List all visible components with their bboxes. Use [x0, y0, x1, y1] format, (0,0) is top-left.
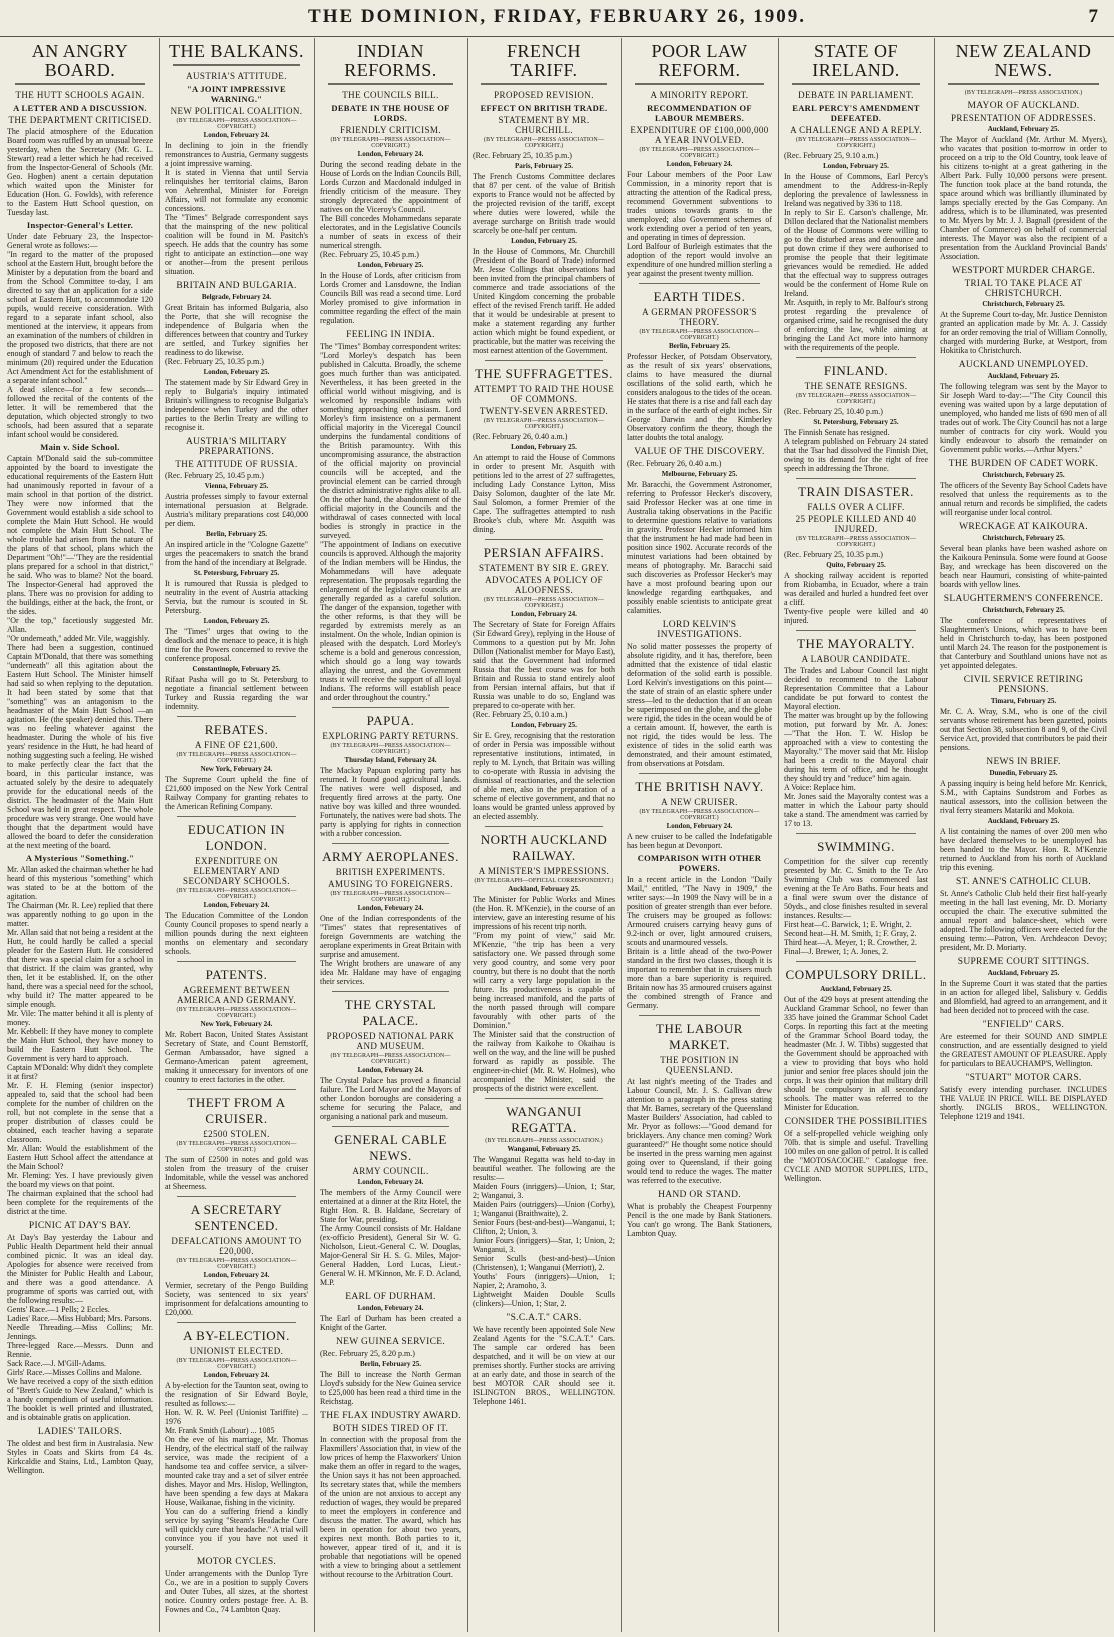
sub-heading: STATEMENT BY MR. CHURCHILL.	[498, 114, 590, 135]
sub-heading: A GERMAN PROFESSOR'S THEORY.	[642, 306, 757, 327]
section-heading: "S.C.A.T." CARS.	[506, 1312, 582, 1323]
wire-credit: (BY TELEGRAPH—PRESS ASSOCIATION—COPYRIGHT.)	[484, 136, 604, 149]
dateline: Dunedin, February 25.	[989, 768, 1058, 777]
sub-heading: BRITISH EXPERIMENTS.	[335, 866, 446, 877]
article-text: Mr. C. A. Wray, S.M., who is one of the civil servants whose retirement has been gazetted, points out that Section 38, subsection 8 and 9, of the Civil Service Act, provided that contributors be paid their pensions.	[940, 706, 1107, 752]
article-text: A by-election for the Taunton seat, owing to the resignation of Sir Edward Boyle, resulted as follows:— Hon. W. R. W. Peel (Unionist Tariffite) ... 1976 Mr. Frank Smith (Labour) ... 1085 On the eve of his marriage, Mr. Thomas Hendry, of the electrical staff of the railway service, was made the recipient of a handsome tea and coffee service, a silver-mounted cake tray and a set of silver entrée dishes. Mayor and Mrs. Hislop, Wellington, have been spending a few days at Makara House, Waikanae, fishing in the vicinity. You can do a suffering friend a kindly service by saying "Stearn's Headache Cure will quickly cure that headache." A trial will convince you if you have not used it yourself.	[165, 1380, 308, 1552]
dateline: London, February 25.	[203, 367, 270, 376]
wire-credit: (BY TELEGRAPH—PRESS ASSOCIATION.)	[485, 1137, 603, 1144]
article-text: Mr. Robert Bacon, United States Assistant Secretary of State, and Count Bernstorff, German Ambassador, have signed a Germano-American patent agreement, making it unnecessary for inventors of one country to erect factories in the other.	[165, 1029, 308, 1084]
article-text: (Rec. February 25, 10.40 p.m.)	[784, 406, 883, 416]
article-text: A shocking railway accident is reported from Riobamba, in Ecuador, where a train was derailed and hurled a hundred feet over a cliff. Twenty-five people were killed and 40 injured.	[784, 570, 928, 625]
column-headline: INDIAN REFORMS.	[344, 41, 437, 80]
section-heading: SUPREME COURT SITTINGS.	[957, 956, 1090, 967]
article-text: The oldest and best firm in Australasia. New Styles in Coats and Skirts from £4 4s. Kirkcaldie and Stains, Ltd., Lambton Quay, Wellington.	[7, 1438, 153, 1475]
section-heading: CONSIDER THE POSSIBILITIES	[784, 1116, 928, 1127]
dateline: London, February 24.	[357, 149, 424, 158]
section-heading: THE BURDEN OF CADET WORK.	[948, 458, 1099, 469]
dateline: Auckland, February 25.	[987, 816, 1060, 825]
section-heading: "STUART" MOTOR CARS.	[965, 1072, 1082, 1083]
masthead	[0, 0, 1114, 37]
section-heading: EARL OF DURHAM.	[345, 1291, 436, 1302]
wire-credit: (BY TELEGRAPH—PRESS ASSOCIATION—COPYRIGHT.)	[330, 742, 451, 755]
article-text: At the Supreme Court to-day, Mr. Justice Denniston granted an application made by Mr. A. J. Cassidy for an order removing the trial of William Connolly, charged with murdering Burke, at Westport, from Hokitika to Christchurch.	[940, 309, 1107, 355]
dateline: Christchurch, February 25.	[982, 470, 1065, 479]
article-text: The conference of representatives of Slaughtermen's Unions, which was to have been held in Christchurch to-day, has been postponed until March 24. The reason for the postponement is that Canterbury and Southland unions have not as yet appointed delegates.	[940, 615, 1107, 670]
dateline: Constantinople, February 25.	[192, 664, 281, 673]
sub-heading: THE COUNCILS BILL.	[342, 89, 439, 100]
article-text: (Rec. February 26, 0.40 a.m.)	[473, 431, 568, 441]
wire-credit: (BY TELEGRAPH—PRESS ASSOCIATION—COPYRIGHT.)	[176, 1140, 297, 1153]
divider-rule	[485, 539, 603, 540]
deck-heading: Main v. Side School.	[40, 441, 120, 452]
dateline: London, February 24.	[666, 821, 733, 830]
story-headline: PERSIAN AFFAIRS.	[483, 544, 605, 560]
story-headline: PATENTS.	[205, 966, 268, 982]
section-heading: "ENFIELD" CARS.	[982, 1019, 1065, 1030]
dateline: London, February 24.	[357, 1303, 424, 1312]
wire-credit: (BY TELEGRAPH—PRESS ASSOCIATION—COPYRIGHT.)	[176, 887, 297, 900]
sub-heading: ADVOCATES A POLICY OF ALOOFNESS.	[485, 574, 603, 595]
section-heading: WESTPORT MURDER CHARGE.	[951, 265, 1096, 276]
sub-heading: ARMY COUNCIL.	[352, 1165, 429, 1176]
article-text: An attempt to raid the House of Commons in order to present Mr. Asquith with petitions led to the arrest of 27 suffragettes, including Lady Constance Lytton, Miss Daisy Solomon, daughter of the late Mr. Saul Solomon, a former Premier of the Cape. The suffragettes attempted to rush Brooke's club, where Mr. Asquith was dining.	[473, 452, 615, 534]
article-text: The Wanganui Regatta was held to-day in beautiful weather. The following are the results:— Maiden Fours (inriggers)—Union, 1; Star, 2; Wanganui, 3. Maiden Pairs (outriggers)—Union (Corby), 1; Wanganui (Braithwaite), 2. Senior Fours (best-and-best)—Wanganui, 1; Clifton, 2; Union, 3. Junior Fours (inriggers)—Star, 1; Union, 2; Wanganui, 3. Senior Sculls (best-and-best)—Union (Christensen), 1; Wanganui (Merriott), 2. Youths' Fours (inriggers)—Union, 1; Napier, 2; Aramoho, 3. Lightweight Maiden Double Sculls (clinkers)—Union, 1; Star, 2.	[473, 1154, 615, 1308]
column-headline: FRENCH TARIFF.	[506, 41, 581, 80]
column-1	[2, 40, 158, 1630]
article-text: Mr. Allan asked the chairman whether he had heard of this mysterious "something" which was stated to be at the bottom of the agitation. The Chairman (Mr. R. Lee) replied that there was apparently nothing to go upon in the matter. Mr. Allan said that not being a resident at the Hutt, he could hardly be called a special pleader for the Eastern Hutt. He considered that there was a special claim for a school in that district. If the claim was granted, why then, let it be established. If, on the other hand, there was a special need for the school, why build it? The matter appeared to be simple enough. Mr. Vile: The matter behind it all is plenty of money. Mr. Kebbell: If they have money to complete the Main Hutt School, they have money to build the Eastern Hutt School. The Government is very hard to approach. Captain M'Donald: Why didn't they complete it at first? Mr. F. H. Fleming (senior inspector) appealed to, said that the school had been complete for the number of children on the roll, but not complete in the sense that a proper distribution of classes could be obtained, each teacher having a separate classroom. Mr. Allan: Would the establishment of the Eastern Hutt School affect the attendance at the Main School? Mr. Fleming: Yes. I have previously given the board my views on that point. The chairman explained that the school had been complete for the requirements of the district at the time.	[7, 864, 153, 1216]
section-heading: PICNIC AT DAY'S BAY.	[28, 1220, 132, 1231]
sub-heading: AGREEMENT BETWEEN AMERICA AND GERMANY.	[176, 984, 297, 1005]
section-heading: AUCKLAND UNEMPLOYED.	[958, 359, 1089, 370]
article-text: Sir E. Grey, recognising that the restoration of order in Persia was impossible without representative institutions, intimated, in reply to M. Lynch, that Britain was willing to co-operate with Russia in advising the dismissal of reactionaries, and the selection of able men, also in the preparation of a scheme of elective government, and that no loans would be granted unless approved by an elected assembly.	[473, 730, 615, 821]
wire-credit: (BY TELEGRAPH—PRESS ASSOCIATION—COPYRIGHT.)	[639, 146, 760, 159]
column-2	[160, 40, 313, 1630]
column-headline: THE BALKANS.	[169, 41, 304, 61]
headline-rule	[481, 83, 607, 85]
deck-heading: EFFECT ON BRITISH TRADE.	[480, 102, 608, 113]
dateline: St. Petersburg, February 25.	[813, 417, 899, 426]
dateline: Berlin, February 25.	[359, 1359, 422, 1368]
wire-credit: (BY TELEGRAPH—PRESS ASSOCIATION—COPYRIGHT.)	[639, 808, 760, 821]
divider-rule	[639, 773, 760, 774]
article-text: (Rec. February 25, 10.35 p.m.)	[784, 549, 883, 559]
sub-heading: PROPOSED NATIONAL PARK AND MUSEUM.	[326, 1030, 455, 1051]
sub-heading: UNIONIST ELECTED.	[189, 1345, 284, 1356]
article-text: Out of the 429 boys at present attending the Auckland Grammar School, no fewer than 335 have joined the Grammar School Cadet Corps. In reporting this fact at the meeting of the Grammar School Board today, the headmaster (Mr. J. W. Tibbs) suggested that the Government should be approached with a view to providing that boys who hold junior and senior free places should join the corps. It was their opinion that military drill should be compulsory in all secondary schools. The matter was referred to the Minister for Education.	[784, 994, 928, 1112]
column-headline: NEW ZEALAND NEWS.	[955, 41, 1092, 80]
wire-credit: (BY TELEGRAPH—PRESS ASSOCIATION.)	[964, 89, 1083, 96]
article-text: The "Times" urges that owing to the deadlock and the menace to peace, it is high time for the Powers concerned to revive the conference proposal.	[165, 626, 308, 663]
article-text: During the second reading debate in the House of Lords on the Indian Councils Bill, Lords Curzon and Macdonald indulged in friendly criticism of the measure. They strongly deprecated the appointment of natives on the Viceroy's Council. The Bill concedes Mohammedans separate electorates, and in the Legislative Councils a number of seats in excess of their numerical strength. (Rec. February 25, 10.45 p.m.)	[320, 159, 461, 259]
dateline: St. Petersburg, February 25.	[193, 568, 280, 577]
dateline: Thursday Island, February 24.	[344, 755, 437, 764]
sub-heading: THE POSITION IN QUEENSLAND.	[660, 1054, 739, 1075]
story-headline: SWIMMING.	[817, 838, 895, 854]
wire-credit: (BY TELEGRAPH—PRESS ASSOCIATION—COPYRIGHT.)	[176, 751, 297, 764]
story-headline: THE BRITISH NAVY.	[635, 778, 764, 794]
dateline: London, February 24.	[666, 159, 733, 168]
divider-rule	[796, 961, 916, 962]
article-text: In declining to join in the friendly remonstrances to Austria, Germany suggests a joint impressive warning. It is stated in Vienna that until Servia relinquishes her territorial claims, Baron von Aehrenthal, Minister for Foreign Affairs, will not formulate any economic concessions. The "Times" Belgrade correspondent says that the mainspring of the new political coalition will be found in M. Pasitch's speech. He adds that the country has some right to anticipate an extinction—one way or another—from the present perilous situation.	[165, 140, 308, 276]
deck-heading: A Mysterious "Something."	[25, 852, 135, 863]
wire-credit: (BY TELEGRAPH—PRESS ASSOCIATION—COPYRIGHT.)	[330, 890, 451, 903]
story-headline: TRAIN DISASTER.	[798, 483, 914, 499]
article-text: Rifaat Pasha will go to St. Petersburg to negotiate a financial settlement between Turkey and Russia regarding the war indemnity.	[165, 674, 308, 711]
sub-heading: EXPENDITURE ON ELEMENTARY AND SECONDARY SCHOOLS.	[183, 855, 290, 886]
article-text: What is probably the Cheapest Fourpenny Pencil is the one made by Bank Stationers. You can't go wrong. The Bank Stationers, Lambton Quay.	[627, 1201, 772, 1238]
article-text: At last night's meeting of the Trades and Labour Council, Mr. J. S. Gallivan drew attention to a paragraph in the press stating that Mr. Barnes, secretary of the Queensland Master Builders' Association, had cabled to Mr. Pryor as follows:—"Good demand for bricklayers. Any chance men coming? Work guaranteed?" He thought some notice should be inserted in the press warning men against going over to Queensland, if their going would tend to reduce the wages. The matter was referred to the executive.	[627, 1076, 772, 1185]
dateline: Paris, February 25.	[515, 161, 573, 170]
wire-credit: (BY TELEGRAPH—PRESS ASSOCIATION—COPYRIGHT.)	[484, 417, 604, 430]
article-text: The Trades and Labour Council last night decided to recommend to the Labour Representation Committee that a Labour candidate be put forward to contest the Mayoral election. The matter was brought up by the following motion, put forward by Mr. A. Jones:—"That the Hon. T. W. Hislop be approached with a view to contesting the Mayoralty." The mover said that Mr. Hislop had been a credit to the Mayoral chair during his term of office, and he thought they should try and "reduce" him again. A Voice: Replace him. Mr. Jones said the Mayoralty contest was a matter in which the Labour party should take a stand. The amendment was carried by 17 to 13.	[784, 665, 928, 828]
dateline: London, February 24.	[203, 1270, 270, 1279]
divider-rule	[177, 716, 296, 717]
deck-heading: EARL PERCY'S AMENDMENT DEFEATED.	[792, 102, 920, 123]
dateline: London, February 24.	[511, 609, 577, 618]
dateline: London, February 24.	[357, 903, 424, 912]
dateline: New York, February 24.	[200, 764, 273, 773]
dateline: Auckland, February 25.	[987, 124, 1060, 133]
dateline: Christchurch, February 25.	[982, 533, 1065, 542]
article-text: The French Customs Committee declares that 87 per cent. of the value of British exports to France would not be affected by the projected revision of the tariff, except where duties were lowered, while the average surcharge on British trade would scarcely be one-half per centum.	[473, 171, 615, 235]
sub-heading: STATEMENT BY SIR E. GREY.	[478, 562, 610, 573]
story-headline: THE SUFFRAGETTES.	[475, 365, 613, 381]
sub-heading: PRESENTATION OF ADDRESSES.	[951, 112, 1096, 123]
article-text: The Crystal Palace has proved a financial failure. The Lord Mayor and the Mayors of other London boroughs are considering a scheme for securing the Palace, and organising a national park and museum.	[320, 1075, 461, 1121]
wire-credit: (BY TELEGRAPH—PRESS ASSOCIATION—COPYRIGHT.)	[176, 1257, 297, 1270]
article-text: In the Supreme Court it was stated that the parties in an action for alleged libel, Salisbury v. Geddis and Blomfield, had agreed to an arrangement, and it had been decided not to proceed with the case.	[940, 978, 1107, 1015]
sub-heading: FALLS OVER A CLIFF.	[807, 501, 905, 512]
section-heading: CIVIL SERVICE RETIRING PENSIONS.	[963, 674, 1084, 695]
sub-heading: EXPLORING PARTY RETURNS.	[322, 730, 459, 741]
article-text: The Mackay Papuan exploring party has returned. It found good agricultural lands. The natives were well disposed, and frequently fired arrows at the party. One native boy was killed and three wounded. Fortunately, the natives were bad shots. The party is applying for rights in connection with a rubber concession.	[320, 765, 461, 838]
dateline: London, February 24.	[357, 1065, 424, 1074]
deck-heading: A LETTER AND A DISCUSSION.	[13, 102, 147, 113]
divider-rule	[177, 961, 296, 962]
sub-heading: TWENTY-SEVEN ARRESTED.	[479, 405, 609, 416]
sub-heading: £2500 STOLEN.	[203, 1128, 270, 1139]
headline-rule	[173, 64, 300, 66]
article-text: Are esteemed for their SOUND AND SIMPLE construction, and are essentially designed to yield the GREATEST AMOUNT OF PLEASURE. Apply for particulars to BEAUCHAMP'S, Wellington.	[940, 1031, 1107, 1068]
sub-heading: AMUSING TO FOREIGNERS.	[328, 878, 453, 889]
article-text: The sum of £2500 in notes and gold was stolen from the treasury of the cruiser Indomitable, while the vessel was anchored at Sheerness.	[165, 1154, 308, 1191]
section-heading: THE FLAX INDUSTRY AWARD.	[320, 1410, 461, 1421]
sub-heading: A LABOUR CANDIDATE.	[801, 653, 911, 664]
article-text: The Supreme Court upheld the fine of £21,600 imposed on the New York Central Railway Company for granting rebates to the American Refining Company.	[165, 774, 308, 811]
story-headline: PAPUA.	[366, 712, 415, 728]
wire-credit: (BY TELEGRAPH—PRESS ASSOCIATION—COPYRIGHT.)	[796, 136, 916, 149]
article-text: The Secretary of State for Foreign Affairs (Sir Edward Grey), replying in the House of Commons to a question put by Mr. John Dillon (Nationalist member for Mayo East), said that the Government had informed Russia that the best course was for both Britain and Russia to stand entirely aloof from Persian internal affairs, but that if Russia was unable to do so, England was prepared to co-operate with her. (Rec. February 25, 0.10 a.m.)	[473, 619, 615, 719]
article-text: (Rec. February 26, 0.40 a.m.)	[627, 458, 722, 468]
divider-rule	[485, 360, 603, 361]
newspaper-title: THE DOMINION, FRIDAY, FEBRUARY 26, 1909.	[308, 6, 806, 27]
sub-heading: A FINE OF £21,600.	[195, 739, 278, 750]
dateline: Auckland, February 25.	[820, 984, 892, 993]
article-text: Great Britain has informed Bulgaria, also the Porte, that she will recognise the independence of Bulgaria when the differences between that country and Turkey are settled, and Turkey signifies her readiness to do likewise. (Rec. February 25, 10.35 p.m.)	[165, 302, 308, 366]
sub-heading: DEBATE IN PARLIAMENT.	[798, 89, 914, 100]
article-text: Four Labour members of the Poor Law Commission, in a minority report that is attracting the attention of the Radical press, recommend Government subventions to trades unions towards grants to the unemployed; also Government schemes of work extending over a period of ten years, and operating in times of depression. Lord Balfour of Burleigh estimates that the adoption of the report would involve an expenditure of one hundred million sterling a year against the present twenty million.	[627, 169, 772, 278]
divider-rule	[639, 283, 760, 284]
sub-heading: A CHALLENGE AND A REPLY.	[790, 124, 922, 135]
dateline: Berlin, February 25.	[205, 529, 268, 538]
sub-heading: THE HUTT SCHOOLS AGAIN.	[15, 89, 145, 100]
section-heading: NEWS IN BRIEF.	[986, 756, 1061, 767]
headline-rule	[792, 83, 920, 85]
article-text: Captain M'Donald said the sub-committee appointed by the board to investigate the educational requirements of the Eastern Hutt had unanimously reported in favour of a main school in that portion of the district. They were now informed that the Government would establish a side school to complete the Main Hutt School. He would not complete the Main Hutt School. The whole trouble had arisen from the nature of the plans of that school, plans which the Department "Oh!"—"They are the residential plans prepared for a school in that district," he said. Who was to blame? Not the board. The Inspector-General had approved the plans. There was no provision for adding to the buildings, either at the back, the front, or the sides. "Or the top," facetiously suggested Mr. Allan. "Or underneath," added Mr. Vile, waggishly. There had been a suggestion, continued Captain M'Donald, that there was something "underneath" all this agitation about the Eastern Hutt School. The Minister himself had said so when replying to the deputation. It had been stated by some that that "something" was an antagonism to the headmaster of the Main Hutt School —an agitation. He (the speaker) denied this. There was no feeling whatever against the headmaster. During the whole of his five years' residence in the Hutt, he had heard of nothing suggesting such a feeling. He wished to make perfectly clear the fact that the board, in this particular instance, was actuated solely by the desire to adequately provide for the educational needs of the district. The headmaster of the Main Hutt School was held in great respect. The whole procedure was very strange. One would have thought that the department would have allowed the board to defer the consideration at the next meeting of the board.	[7, 453, 153, 850]
wire-credit: (BY TELEGRAPH—PRESS ASSOCIATION—COPYRIGHT.)	[484, 596, 604, 609]
article-text: The officers of the Seventy Bay School Cadets have resolved that unless the requirements as to the annual return and records be simplified, the cadets will reorganise under local control.	[940, 480, 1107, 517]
article-text: The Mayor of Auckland (Mr. Arthur M. Myers), who vacates that position to-morrow in order to proceed on a trip to the Old Country, took leave of his citizens to-night at a great gathering in the Albert Park. Fully 10,000 persons were present. The function took place at the band rotunda, the space around which was brilliantly illuminated by lamps specially erected by the Gas Company. An address, which is to be illuminated, was presented to Mr. Myers by Mr. J. J. Bagnall (president of the Chamber of Commerce) on behalf of commercial interests. The Mayor was also the recipient of a presentation from the Auckland Provincial Bands' Association.	[940, 134, 1107, 261]
divider-rule	[796, 478, 916, 479]
sub-heading: NEW POLITICAL COALITION.	[170, 105, 303, 116]
dateline: Auckland, February 25.	[987, 968, 1060, 977]
article-text: In the House of Lords, after criticism from Lords Cromer and Lansdowne, the Indian Councils Bill was read a second time. Lord Morley promised to give information in committee regarding the effect of the main regulation.	[320, 270, 461, 325]
story-headline: THEFT FROM A CRUISER.	[187, 1094, 286, 1126]
sub-heading: ATTEMPT TO RAID THE HOUSE OF COMMONS.	[473, 383, 615, 404]
section-heading: FEELING IN INDIA.	[346, 329, 435, 340]
column-headline: AN ANGRY BOARD.	[31, 41, 129, 80]
article-text: (Rec. February 25, 10.45 p.m.)	[165, 470, 264, 480]
dateline: London, February 24.	[203, 130, 270, 139]
dateline: London, February 25.	[511, 720, 577, 729]
dateline: London, February 24.	[357, 1177, 424, 1186]
dateline: Timaru, February 25.	[990, 696, 1057, 705]
divider-rule	[332, 707, 449, 708]
article-text: The Education Committee of the London County Council proposes to spend nearly a million pounds during the next eighteen months on elementary and secondary schools.	[165, 910, 308, 956]
section-heading: HAND OR STAND.	[658, 1189, 741, 1200]
column-3	[315, 40, 466, 1630]
wire-credit: (BY TELEGRAPH—PRESS ASSOCIATION—COPYRIGHT.)	[330, 136, 451, 149]
article-text: St. Anne's Catholic Club held their first half-yearly meeting in the hall last evening, Mr. D. Moriarty occupied the chair. The executive submitted the annual report and balance-sheet, which were adopted. The following officers were elected for the ensuing term:—Patron, Ven. Archdeacon Devoy; president, Mr. D. Moriarty.	[940, 888, 1107, 952]
sub-heading: EXPENDITURE OF £100,000,000 A YEAR INVOLVED.	[630, 124, 769, 145]
story-headline: COMPULSORY DRILL.	[785, 966, 927, 982]
article-text: In connection with the proposal from the Flaxmillers' Association that, in view of the low prices of hemp the Flaxworkers' Union make them an offer in regard to the wages, the Union says it has not been approached. Its secretary states that, while the members of the union are not anxious to accept any reduction of wages, they would be prepared to meet the employers in conference and discuss the matter. The award, which has been in operation for about two years, expires next month. Both parties to it, however, appear tired of it, and it is probable that negotiations will be opened with a view to bringing about a settlement without recourse to the Arbitration Court.	[320, 1434, 461, 1579]
section-heading: MAYOR OF AUCKLAND.	[967, 100, 1080, 111]
headline-rule	[328, 83, 453, 85]
sub-heading: THE ATTITUDE OF RUSSIA.	[175, 458, 298, 469]
article-text: Vermier, secretary of the Pengo Building Society, was sentenced to six years' imprisonment for defalcations amounting to £20,000.	[165, 1280, 308, 1317]
article-text: Competition for the silver cup recently presented by Mr. C. Smith to the Te Aro Swimming Club was commenced last evening at the Te Aro Baths. Four heats and a final were swum over the distance of 50yds., and close finishes resulted in several instances. Results:— First heat—C. Barwick, 1; E. Wright, 2. Second heat—H. M. Smith, 1; F. Gray, 2. Third heat—A. Meyer, 1; R. Crowther, 2. Final—J. Brewer, 1; A. Jones, 2.	[784, 856, 928, 956]
section-heading: LADIES' TAILORS.	[37, 1426, 123, 1437]
deck-heading: "A JOINT IMPRESSIVE WARNING."	[186, 83, 287, 104]
wire-credit: (BY TELEGRAPH—PRESS ASSOCIATION—COPYRIGHT.)	[176, 1357, 297, 1370]
section-heading: AUSTRIA'S MILITARY PREPARATIONS.	[185, 436, 288, 457]
section-heading: SLAUGHTERMEN'S CONFERENCE.	[943, 593, 1104, 604]
dateline: Melbourne, February 25.	[661, 469, 738, 478]
deck-heading: DEBATE IN THE HOUSE OF LORDS.	[331, 102, 450, 123]
dateline: London, February 24.	[203, 900, 270, 909]
article-text: (Rec. February 25, 9.10 a.m.)	[784, 150, 879, 160]
sub-heading: TRIAL TO TAKE PLACE AT CHRISTCHURCH.	[964, 277, 1083, 298]
article-text: Under date February 23, the Inspector-General wrote as follows:— "In regard to the matter of the proposed school at the Eastern Hutt, brought before the Minister by a deputation from the board and from the School Committee to-day, I am directed to say that an application for a side school at Eastern Hutt, to accommodate 120 pupils, would receive consideration. With regard to a separate infant school, also mentioned at the interview, it appears from an examination of the numbers of children in the proposed two districts, that there are not enough of standard 7 and below to reach the minimum (20) required under the Education Act Amendment Act for the establishment of a separate infant school." A dead silence—for a few seconds—followed the recital of the contents of the letter. It will be remembered that the deputation, which objected strongly to two schools, had been assured that a separate infant school would be considered.	[7, 231, 153, 439]
column-5	[622, 40, 777, 1630]
sub-heading: PROPOSED REVISION.	[494, 89, 594, 100]
wire-credit: (BY TELEGRAPH—PRESS ASSOCIATION—COPYRIGHT.)	[176, 1006, 297, 1019]
dateline: London, February 25.	[357, 260, 424, 269]
story-headline: A BY-ELECTION.	[183, 1327, 290, 1343]
sub-heading: FRIENDLY CRITICISM.	[340, 124, 441, 135]
article-text: The following telegram was sent by the Mayor to Sir Joseph Ward to-day:—"The City Council this evening was waited upon by a large deputation of unemployed, who handed me lists of 690 men of all trades out of work. The City Council has not a large number of contracts for city work. Would you kindly endeavour to absorb the remainder on Government public works.—Arthur Myers."	[940, 381, 1107, 454]
article-text: The Finnish Senate has resigned. A telegram published on February 24 stated that the Tsar had dissolved the Finnish Diet, owing to its demand for the right of free speech in addressing the Throne.	[784, 427, 928, 473]
story-headline: WANGANUI REGATTA.	[506, 1103, 582, 1135]
sub-heading: THE SENATE RESIGNS.	[804, 380, 908, 391]
article-text: In the House of Commons, Mr. Churchill (President of the Board of Trade) informed Mr. Jesse Collings that observations had been invited from the principal chambers of commerce and trade associations of the United Kingdom concerning the probable effect of the revised French tariff. He added that it would be undesirable at present to make a statement regarding any further action which might be found expedient, or practicable, but the matter was receiving the most earnest attention of the Government.	[473, 246, 615, 355]
page-number: 7	[1088, 6, 1098, 27]
article-text: Under arrangements with the Dunlop Tyre Co., we are in a position to supply Covers and Outer Tubes, all sizes, at the shortest notice. Country orders postage free. A. B. Fownes and Co., 74 Lambton Quay.	[165, 1568, 308, 1614]
wire-credit: (BY TELEGRAPH—PRESS ASSOCIATION—COPYRIGHT.)	[330, 1052, 451, 1065]
article-text: One of the Indian correspondents of the "Times" states that representatives of foreign Governments are watching the aeroplane experiments in Great Britain with surprise and amusement. The Wright brothers are unaware of any idea Mr. Haldane may have of engaging their services.	[320, 913, 461, 986]
divider-rule	[332, 1126, 449, 1127]
divider-rule	[796, 630, 916, 631]
sub-heading: A NEW CRUISER.	[661, 796, 738, 807]
dateline: Vienna, February 25.	[204, 481, 269, 490]
headline-rule	[948, 83, 1099, 85]
sub-heading: THE DEPARTMENT CRITICISED.	[8, 114, 152, 125]
dateline: New York, February 24.	[200, 1019, 273, 1028]
dateline: Auckland, February 25.	[987, 371, 1060, 380]
dateline: Auckland, February 25.	[508, 884, 580, 893]
article-text: The Bill to increase the North German Lloyd's subsidy for the New Guinea service to £25,000 has been read a third time in the Reichstag.	[320, 1369, 461, 1406]
dateline: London, February 25.	[511, 442, 577, 451]
column-4	[468, 40, 620, 1630]
article-text: Mr. Baracchi, the Government Astronomer, referring to Professor Hecker's discovery, said Professor Hecker was at one time in Australia taking observations in the Pacific to determine questions relative to variations in gravity. Professor Hecker informed him that the instrument he had made had been in position since 1902. Accurate records of the minutest variations had been obtained by means of photography. Mr. Baracchi said such discoveries as Professor Hecker's may have a most profound bearing upon our knowledge regarding earthquakes, and possibly enable scientists to anticipate great calamities.	[627, 479, 772, 615]
column-headline: POOR LAW REFORM.	[651, 41, 748, 80]
sub-heading: DEFALCATIONS AMOUNT TO £20,000.	[171, 1235, 302, 1256]
story-headline: EARTH TIDES.	[653, 288, 746, 304]
article-text: Austria professes simply to favour external international persuasion at Belgrade. Austria's military preparations cost £40,000 per diem.	[165, 491, 308, 528]
divider-rule	[332, 991, 449, 992]
article-text: At Day's Bay yesterday the Labour and Public Health Department held their annual combined picnic. It was an ideal day. Apologies for absence were received from the Minister for Public Health and Labour, and there was a good attendance. A programme of sports was carried out, with the following results:— Gents' Race.—1 Pells; 2 Eccles. Ladies' Race.—Miss Hubbard; Mrs. Parsons. Needle Threading.—Miss Collins; Mr. Jennings. Three-legged Race.—Messrs. Dunn and Rennie. Sack Race.—J. M'Gill-Adams. Girls' Race.—Misses Collins and Malone. We have received a copy of the sixth edition of "Brett's Guide to New Zealand," which is a handy compendium of useful information. The booklet is well printed and illustrated, and is obtainable gratis on application.	[7, 1232, 153, 1422]
story-headline: THE LABOUR MARKET.	[656, 1020, 743, 1052]
sub-heading: AUSTRIA'S ATTITUDE.	[186, 70, 287, 81]
article-text: (Rec. February 25, 10.35 p.m.)	[473, 150, 572, 160]
deck-heading: Inspector-General's Letter.	[26, 219, 134, 230]
divider-rule	[177, 816, 296, 817]
story-headline: ARMY AEROPLANES.	[322, 848, 459, 864]
dateline: London, February 24.	[203, 1370, 270, 1379]
article-text: The "Times" Bombay correspondent writes: "Lord Morley's despatch has been published in Calcutta. Broadly, the scheme goes much further than was anticipated. Nevertheless, it has been greeted in the official world without misgiving, and is welcomed by responsible Indians with something approaching enthusiasm. Lord Morley's firm insistence on a permanent official majority in the Viceregal Council underpins the fundamental conditions of the British paramountcy. With this uncompromising assurance, the abstraction of the official majority on provincial councils will be accepted, and the provincial element can be carried through the district administrative rights alike to all. On the other hand, the abandonment of the official majority in the Councils and the withdrawal of cases connected with local bodies is strongly in practice in the surveyed. "The appointment of Indians on executive councils is approved. Although the majority of the Indian members will be Hindus, the Mohammedans will have adequate representation. The proposals regarding the enlargement of the legislative councils are generally regarded as a careful solution. The danger of the expansion, together with the other reforms, is that they will be regarded by extremists merely as an instalment. On the whole, Indian opinion is pleased with the despatch. Lord Morley's scheme is a bold and generous concession, which should go a long way towards allaying the unrest, and the Government trusts it will receive the support of all loyal Indians. The reforms will establish peace and order throughout the country."	[320, 341, 461, 702]
column-6	[779, 40, 933, 1630]
dateline: Belgrade, February 24.	[201, 292, 272, 301]
deck-heading: COMPARISON WITH OTHER POWERS.	[637, 852, 762, 873]
article-text: A list containing the names of over 200 men who have declared themselves to be unemployed has been handed to the Mayor. Hon. R. M'Kenzie returned to Auckland from his north of Auckland trip this evening.	[940, 826, 1107, 872]
article-text: An inspired article in the "Cologne Gazette" urges the peacemakers to snatch the brand from the hand of the incendiary at Belgrade.	[165, 539, 308, 567]
sub-heading: A MINORITY REPORT.	[650, 89, 749, 100]
article-text: The placid atmosphere of the Education Board room was ruffled by an unusual breeze yesterday, when the Secretary (Mr. G. L. Stewart) read a letter which he had received from the Inspector-General of Schools (Mr. Geo. Hogben) anent a certain deputation which waited upon the Minister for Education (Hon. G. Fowlds), with reference to the Eastern Hutt School question, on Tuesday last.	[7, 126, 153, 217]
article-text: The members of the Army Council were entertained at a dinner at the Ritz Hotel, the Right Hon. R. B. Haldane, Secretary of State for War, presiding. The Army Council consists of Mr. Haldane (ex-officio President), General Sir W. G. Nicholson, Lieut.-General C. W. Douglas, Major-General Sir H. S. G. Miles, Major-General Hadden, Lord Lucas, Lieut.-General W. H. M'Kinnon, Mr. F. D. Acland, M.P.	[320, 1187, 461, 1287]
section-heading: WRECKAGE AT KAIKOURA.	[959, 521, 1088, 532]
article-text: In a recent article in the London "Daily Mail," entitled, "The Navy in 1909," the writer says:—In 1909 the Navy will be in a position of greater strength than ever before. The cruisers may be grouped as follows: Armoured cruisers carrying heavy guns of 9.2-inch or over, light armoured cruisers, scouts and unarmoured vessels. Britain is a little ahead of the two-Power standard in the first two classes, though it is important to remember that in cruisers much more than a bare superiority is required. Britain now has 35 armoured cruisers against the combined strength of France and Germany.	[627, 874, 772, 1010]
sub-heading: A MINISTER'S IMPRESSIONS.	[478, 865, 610, 876]
section-heading: NEW GUINEA SERVICE.	[336, 1336, 445, 1347]
wire-credit: (BY TELEGRAPH—PRESS ASSOCIATION—COPYRIGHT.)	[639, 328, 760, 341]
story-headline: THE CRYSTAL PALACE.	[344, 996, 437, 1028]
wire-credit: (BY TELEGRAPH—PRESS ASSOCIATION—COPYRIGHT.)	[796, 535, 916, 548]
article-text: The Minister for Public Works and Mines (the Hon. R. M'Kenzie), in the course of an interview, gave an interesting resume of his impressions of his recent trip north. "From my point of view," said Mr. M'Kenzie, "the trip has been a very satisfactory one. We passed through some very good country, and some very poor country, but there is no doubt that the north will carry a very large population in the future. Its productiveness is capable of being increased manifold, and the parts of the north passed through will compare favourably with other parts of the Dominion." The Minister said that the construction of the railway from Kaikohe to Okaihau is well on the way, and the line will be pushed forward as rapidly as possible. The engineer-in-chief (Mr. R. W. Holmes), who accompanied the Minister, said the prospects of the district were excellent.	[473, 894, 615, 1093]
dateline: Christchurch, February 25.	[982, 299, 1065, 308]
article-text: Of a self-propelled vehicle weighing only 70lb. that is simple and useful. Travelling 100 miles on one gallon of petrol. It is called the "MOTOSACOCHE." Catalogue free. CYCLE AND MOTOR SUPPLIES, LTD., Wellington.	[784, 1128, 928, 1183]
article-text: Several bean planks have been washed ashore on the Kaikoura Peninsula. Some were found at Goose Bay, and wreckage has been discovered on the beach near Haumuri, consisting of white-painted boards with yellow lines.	[940, 543, 1107, 589]
section-heading: ST. ANNE'S CATHOLIC CLUB.	[956, 876, 1091, 887]
story-headline: NORTH AUCKLAND RAILWAY.	[480, 831, 608, 863]
article-text: The statement made by Sir Edward Grey in reply to Bulgaria's inquiry intimated Britain's willingness to recognise Bulgaria's independence when Turkey and the other parties to the Berlin Treaty are willing to recognise it.	[165, 377, 308, 432]
dateline: Berlin, February 25.	[668, 341, 731, 350]
article-text: A passing inquiry is being held before Mr. Kenrick, S.M., with Captains Sundstrom and Forbes as nautical assessors, into the collision between the rival ferry steamers Matariki and Mokoia.	[940, 778, 1107, 815]
article-text: The Earl of Durham has been created a Knight of the Garter.	[320, 1313, 461, 1332]
headline-rule	[15, 83, 145, 85]
headline-rule	[635, 83, 764, 85]
story-headline: FINLAND.	[823, 362, 889, 378]
story-headline: GENERAL CABLE NEWS.	[334, 1131, 447, 1163]
dateline: Christchurch, February 25.	[982, 605, 1065, 614]
article-text: Satisfy every intending purchaser. INCLUDES THE VALUE IN PRICE. WILL BE DISPLAYED shortly. INGLIS BROS., WELLINGTON. Telephone 1219 and 1941.	[940, 1084, 1107, 1121]
story-headline: THE MAYORALTY.	[797, 635, 915, 651]
column-7	[935, 40, 1112, 1630]
dateline: Quito, February 25.	[826, 560, 886, 569]
dateline: London, February 25.	[511, 236, 577, 245]
section-heading: VALUE OF THE DISCOVERY.	[634, 446, 765, 457]
dateline: London, February 25.	[203, 616, 270, 625]
divider-rule	[796, 833, 916, 834]
sub-heading: 25 PEOPLE KILLED AND 40 INJURED.	[795, 513, 917, 534]
divider-rule	[177, 1089, 296, 1090]
section-heading: LORD KELVIN'S INVESTIGATIONS.	[657, 619, 742, 640]
divider-rule	[177, 1196, 296, 1197]
article-text: It is rumoured that Russia is pledged to neutrality in the event of Austria attacking Servia, but the rumour is scouted in St. Petersburg.	[165, 578, 308, 615]
column-headline: STATE OF IRELAND.	[812, 41, 900, 80]
section-heading: BRITAIN AND BULGARIA.	[176, 280, 297, 291]
wire-credit: (BY TELEGRAPH—PRESS ASSOCIATION—COPYRIGHT.)	[176, 117, 297, 130]
dateline: Wanganui, February 25.	[507, 1144, 581, 1153]
article-text: No solid matter possesses the property of absolute rigidity, and it has, therefore, been admitted that the existence of tidal elastic deformation of the solid earth is possible. Lord Kelvin's investigations on this point—the state of strain of an elastic sphere under stress—led to the deduction that if an ocean be superimposed on the globe, and the globe were rigid, the tides in the ocean would be of a certain amount. If, however, the earth is not rigid, the tides would be less. The existence of tides in the solid earth was demonstrated, and their amount estimated, from observations at Potsdam.	[627, 641, 772, 768]
wire-credit: (BY TELEGRAPH—PRESS ASSOCIATION—COPYRIGHT.)	[796, 392, 916, 405]
deck-heading: RECOMMENDATION OF LABOUR MEMBERS.	[647, 102, 752, 123]
story-headline: REBATES.	[204, 721, 269, 737]
article-text: In the House of Commons, Earl Percy's amendment to the Address-in-Reply deploring the prevalence of lawlessness in Ireland was negatived by 336 to 118. In reply to Sir E. Carson's challenge, Mr. Dillon declared that the Nationalist members of the House of Commons were willing to go to the disturbed areas and denounce and put down crime if they were authorised to promise the people that their legitimate grievances would be remedied. He added that the effectual way to suppress outrages would be the conferment of Home Rule on Ireland. Mr. Asquith, in reply to Mr. Balfour's strong protest regarding the prevalence of organised crime, said he recognised the duty of enforcing the law, while aiming at bringing the Land Act more into harmony with the requirements of the people.	[784, 171, 928, 352]
divider-rule	[485, 826, 603, 827]
article-text: (Rec. February 25, 8.20 p.m.)	[320, 1348, 415, 1358]
story-headline: A SECRETARY SENTENCED.	[190, 1201, 283, 1233]
divider-rule	[639, 1015, 760, 1016]
divider-rule	[332, 843, 449, 844]
sub-heading: BOTH SIDES TIRED OF IT.	[332, 1422, 449, 1433]
dateline: London, February 25.	[823, 161, 889, 170]
article-text: A new cruiser to be called the Indefatigable has been begun at Devonport.	[627, 831, 772, 850]
story-headline: EDUCATION IN LONDON.	[187, 821, 286, 853]
section-heading: MOTOR CYCLES.	[196, 1556, 277, 1567]
divider-rule	[485, 1098, 603, 1099]
article-text: We have recently been appointed Sole New Zealand Agents for the "S.C.A.T." Cars. The sample car ordered has been despatched, and it will be on view at our premises shortly. Further stocks are arriving at an early date, and those in search of the best MOTOR CAR should see it. ISLINGTON BROS., WELLINGTON. Telephone 1461.	[473, 1324, 615, 1406]
wire-credit: (BY TELEGRAPH—OFFICIAL CORRESPONDENT.)	[474, 877, 614, 884]
divider-rule	[796, 357, 916, 358]
article-text: Professor Hecker, of Potsdam Observatory, as the result of six years' observations, claims to have measured the diurnal oscillations of the solid earth, which he considers analogous to the tides of the ocean. He states that there is a rise and fall each day in the surface of the earth of eight inches. Sir George Darwin and the Kimberley Observatory confirm the theory, though the latter doubts the total analogy.	[627, 351, 772, 442]
divider-rule	[177, 1322, 296, 1323]
